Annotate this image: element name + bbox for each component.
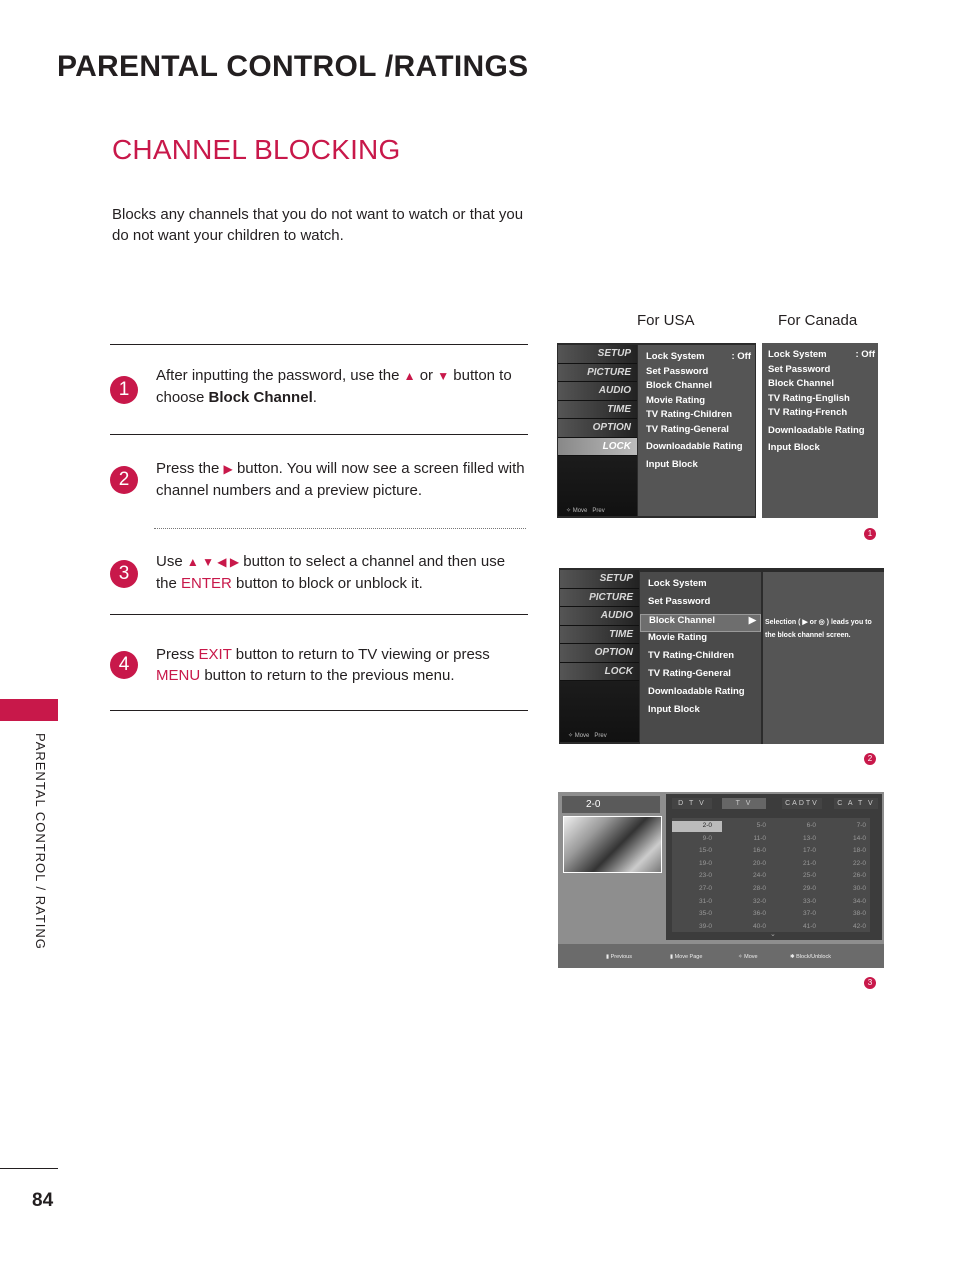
- channel-cell[interactable]: 33-0: [802, 897, 816, 905]
- menu-item[interactable]: TV Rating-Children: [648, 650, 735, 661]
- move-hint: ✧ Move Prev: [568, 733, 607, 739]
- selection-note: Selection ( ▶ or ◎ ) leads you to the block channel screen.: [765, 619, 872, 639]
- menu-item[interactable]: TV Rating-General: [648, 668, 731, 679]
- menu-item[interactable]: TV Rating-English: [768, 392, 850, 404]
- menu-item[interactable]: TV Rating-General: [646, 423, 729, 435]
- section-title: CHANNEL BLOCKING: [112, 134, 401, 165]
- channel-cell[interactable]: 6-0: [806, 822, 816, 829]
- move-hint: ✧ Move Prev: [566, 508, 605, 514]
- menu-left: [558, 345, 637, 516]
- footer-rule: [0, 1168, 58, 1169]
- channel-cell[interactable]: 22-0: [852, 859, 866, 867]
- move-page-hint: ▮ Move Page: [670, 954, 703, 960]
- divider: [110, 614, 528, 615]
- menu-picture[interactable]: PICTURE: [558, 364, 637, 383]
- menu-item[interactable]: Block Channel: [768, 378, 834, 389]
- screen-3: [558, 792, 884, 968]
- menu-item[interactable]: Movie Rating: [648, 632, 708, 643]
- menu-audio[interactable]: AUDIO: [558, 382, 637, 401]
- channel-cell[interactable]: 15-0: [698, 847, 712, 855]
- channel-cell[interactable]: 31-0: [698, 897, 712, 905]
- info-pane: [763, 572, 884, 744]
- channel-cell[interactable]: 26-0: [852, 872, 866, 880]
- screen-badge-1: 1: [864, 528, 876, 540]
- channel-cell[interactable]: 32-0: [752, 897, 766, 905]
- divider: [154, 528, 526, 529]
- menu-setup[interactable]: SETUP: [560, 570, 639, 589]
- menu-item[interactable]: Set Password: [768, 363, 831, 375]
- step-1-text: After inputting the password, use the ▲ or ▼ button to choose Block Channel.: [156, 367, 512, 406]
- channel-cell[interactable]: 29-0: [802, 885, 816, 892]
- channel-info: [613, 796, 660, 813]
- menu-items-2: [640, 572, 761, 744]
- menu-option[interactable]: OPTION: [560, 644, 639, 663]
- chevron-down-icon: ⌄: [770, 931, 776, 938]
- channel-cell[interactable]: 38-0: [852, 910, 866, 918]
- step-2-text: Press the ▶ button. You will now see a screen filled with channel numbers and a preview picture.: [156, 460, 525, 499]
- side-tab: [0, 699, 58, 721]
- channel-cell[interactable]: 11-0: [753, 834, 766, 842]
- channel-cell[interactable]: 41-0: [802, 922, 816, 930]
- menu-item[interactable]: Lock System : Off: [646, 351, 751, 362]
- menu-setup[interactable]: SETUP: [558, 345, 637, 364]
- channel-cell[interactable]: 14-0: [852, 834, 866, 842]
- intro-text: Blocks any channels that you do not want to watch or that you do not want your children to watch.: [112, 206, 524, 244]
- side-label: PARENTAL CONTROL / RATING: [33, 733, 48, 950]
- menu-item[interactable]: Downloadable Rating: [646, 440, 743, 452]
- caption-usa: For USA: [637, 312, 695, 329]
- block-hint: ✱ Block/Unblock: [790, 954, 831, 960]
- current-channel: 2-0: [562, 796, 613, 813]
- channel-cell[interactable]: 7-0: [856, 822, 866, 829]
- channel-cell[interactable]: 37-0: [802, 910, 816, 918]
- step-2-badge: 2: [110, 466, 138, 494]
- preview-picture: [563, 816, 662, 873]
- channel-cell[interactable]: 20-0: [752, 859, 766, 867]
- channel-cell[interactable]: 9-0: [702, 834, 712, 842]
- menu-picture[interactable]: PICTURE: [560, 589, 639, 608]
- channel-cell[interactable]: 42-0: [852, 922, 866, 930]
- channel-cell[interactable]: 39-0: [698, 922, 712, 930]
- channel-cell[interactable]: 18-0: [852, 847, 866, 855]
- menu-item[interactable]: Input Block: [768, 442, 820, 453]
- divider: [110, 344, 528, 345]
- menu-items-usa: [638, 345, 755, 516]
- grid-footer: [558, 944, 884, 968]
- menu-item[interactable]: Set Password: [648, 596, 711, 607]
- channel-cell[interactable]: 28-0: [752, 885, 766, 892]
- channel-grid: [666, 794, 882, 940]
- menu-item[interactable]: Set Password: [646, 365, 709, 377]
- menu-time[interactable]: TIME: [558, 401, 637, 420]
- screen-badge-2: 2: [864, 753, 876, 765]
- screen-1-usa: [557, 343, 756, 518]
- channel-cell[interactable]: 21-0: [802, 859, 816, 867]
- channel-cell[interactable]: 30-0: [852, 885, 866, 892]
- menu-item[interactable]: Input Block: [648, 704, 700, 715]
- channel-cell[interactable]: 40-0: [752, 922, 766, 930]
- menu-option[interactable]: OPTION: [558, 419, 637, 438]
- channel-cell[interactable]: 25-0: [802, 872, 816, 880]
- screen-2: [559, 568, 884, 744]
- channel-cell[interactable]: 35-0: [698, 910, 712, 918]
- screen-1-canada: [762, 343, 878, 518]
- tab-tv[interactable]: T V: [722, 798, 766, 809]
- menu-item[interactable]: Lock System : Off: [768, 349, 875, 360]
- step-3-badge: 3: [110, 560, 138, 588]
- tab-cadtv[interactable]: CADTV: [782, 798, 822, 809]
- channel-cell[interactable]: 36-0: [752, 910, 766, 918]
- channel-cell[interactable]: 16-0: [752, 847, 766, 855]
- channel-cell[interactable]: 27-0: [698, 885, 712, 892]
- step-4-text: Press EXIT button to return to TV viewing or press MENU button to return to the previous menu.: [156, 646, 490, 684]
- channel-cell[interactable]: 5-0: [756, 822, 766, 829]
- channel-cell[interactable]: 24-0: [752, 872, 766, 880]
- step-4-badge: 4: [110, 651, 138, 679]
- menu-audio[interactable]: AUDIO: [560, 607, 639, 626]
- move-hint: ✧ Move: [738, 954, 758, 960]
- menu-item[interactable]: TV Rating-Children: [646, 409, 733, 420]
- channel-cell[interactable]: 2-0: [702, 822, 712, 829]
- page-number: 84: [32, 1190, 54, 1211]
- menu-item[interactable]: Block Channel: [646, 380, 712, 391]
- menu-item[interactable]: Downloadable Rating: [648, 686, 745, 697]
- tab-dtv[interactable]: D T V: [672, 798, 712, 809]
- channel-cell[interactable]: 34-0: [852, 897, 866, 905]
- channel-cell[interactable]: 19-0: [698, 859, 712, 867]
- divider: [110, 710, 528, 711]
- channel-cell[interactable]: 17-0: [802, 847, 816, 855]
- screen-badge-3: 3: [864, 977, 876, 989]
- menu-item[interactable]: TV Rating-French: [768, 407, 848, 418]
- channel-cell[interactable]: 23-0: [698, 872, 712, 880]
- menu-item-selected[interactable]: Block Channel ▶: [640, 614, 761, 632]
- menu-left: [560, 570, 639, 742]
- menu-item[interactable]: Lock System: [648, 578, 707, 589]
- menu-item[interactable]: Movie Rating: [646, 394, 706, 406]
- menu-item[interactable]: Input Block: [646, 458, 698, 470]
- step-1-badge: 1: [110, 376, 138, 404]
- divider: [110, 434, 528, 435]
- menu-lock[interactable]: LOCK: [558, 438, 637, 457]
- tab-catv[interactable]: C A T V: [834, 798, 878, 809]
- previous-hint: ▮ Previous: [606, 954, 632, 960]
- menu-item[interactable]: Downloadable Rating: [768, 425, 865, 436]
- step-3-text: Use ▲ ▼ ◀ ▶ button to select a channel and then use the ENTER button to block or unblock it.: [156, 553, 506, 592]
- menu-time[interactable]: TIME: [560, 626, 639, 645]
- page-title: PARENTAL CONTROL /RATINGS: [57, 50, 529, 83]
- caption-canada: For Canada: [778, 312, 858, 329]
- channel-cell[interactable]: 13-0: [802, 834, 816, 842]
- menu-lock[interactable]: LOCK: [560, 663, 639, 682]
